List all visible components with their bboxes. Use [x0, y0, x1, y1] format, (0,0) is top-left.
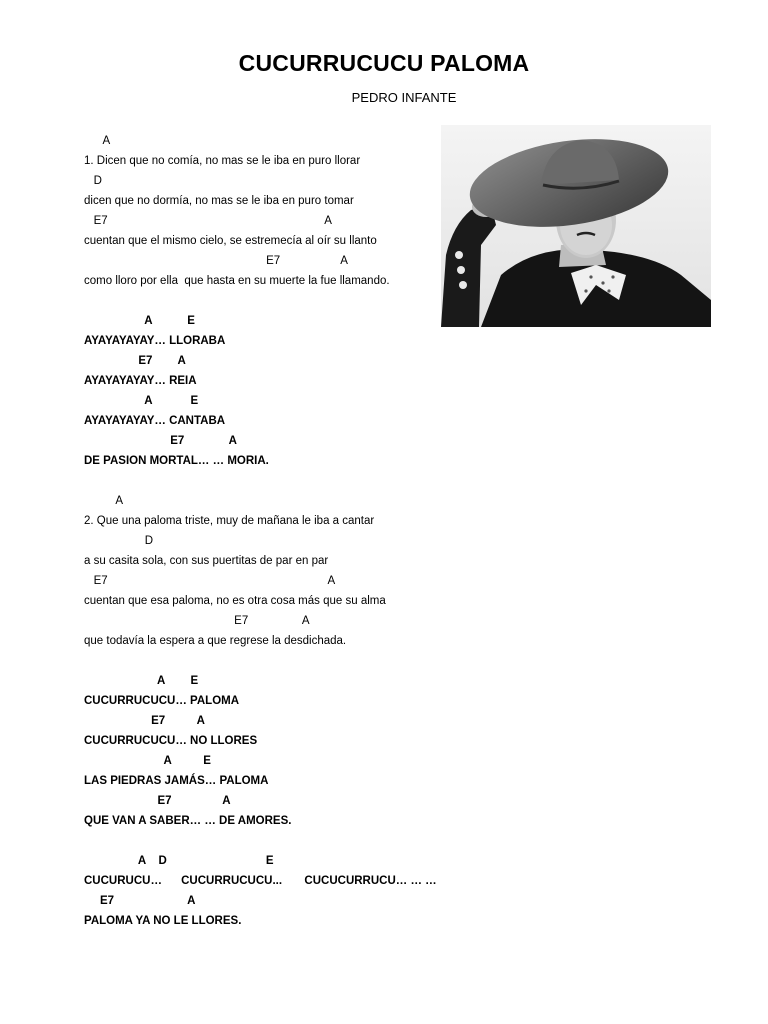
song-title: CUCURRUCUCU PALOMA — [238, 50, 530, 76]
lyric-line: QUE VAN A SABER… … DE AMORES. — [84, 815, 292, 827]
lyric-line: E7 A — [84, 615, 310, 627]
lyric-line: cuentan que el mismo cielo, se estremecía al oír su llanto — [84, 235, 377, 247]
lyric-line: E7 A — [84, 895, 196, 907]
lyric-line: A E — [84, 675, 199, 687]
lyric-line: D — [84, 535, 154, 547]
lyric-line: 2. Que una paloma triste, muy de mañana le iba a cantar — [84, 515, 375, 527]
lyric-line: E7 A — [84, 575, 336, 587]
lyric-line: A D E — [84, 855, 274, 867]
lyric-line: A E — [84, 315, 195, 327]
lyric-line: CUCURUCU… CUCURRUCUCU... CUCUCURRUCU… … … — [84, 875, 437, 887]
artist-name: PEDRO INFANTE — [351, 90, 457, 105]
lyric-line: D — [84, 175, 102, 187]
lyric-line: AYAYAYAYAY… CANTABA — [84, 415, 226, 427]
lyric-line: cuentan que esa paloma, no es otra cosa más que su alma — [84, 595, 386, 607]
lyric-line: a su casita sola, con sus puertitas de par en par — [84, 555, 329, 567]
lyric-line: CUCURRUCUCU… NO LLORES — [84, 735, 258, 747]
blank-line — [84, 471, 434, 491]
artist-photo — [441, 125, 711, 327]
lyric-line: E7 A — [84, 255, 348, 267]
lyric-line: dicen que no dormía, no mas se le iba en puro tomar — [84, 195, 354, 207]
lyric-line: PALOMA YA NO LE LLORES. — [84, 915, 242, 927]
lyrics-chord-sheet — [84, 131, 437, 931]
lyric-line: que todavía la espera a que regrese la desdichada. — [84, 635, 347, 647]
lyric-line: LAS PIEDRAS JAMÁS… PALOMA — [84, 775, 269, 787]
blank-line — [84, 291, 434, 311]
lyric-line: E7 A — [84, 435, 237, 447]
lyric-line: AYAYAYAYAY… LLORABA — [84, 335, 226, 347]
lyric-line: DE PASION MORTAL… … MORIA. — [84, 455, 269, 467]
blank-line — [84, 651, 434, 671]
blank-line — [84, 831, 434, 851]
lyric-line: A E — [84, 395, 199, 407]
singer-portrait-icon — [441, 125, 711, 327]
lyric-line: E7 A — [84, 355, 186, 367]
lyric-line: CUCURRUCUCU… PALOMA — [84, 695, 240, 707]
lyric-line: E7 A — [84, 215, 332, 227]
lyric-line: A — [84, 495, 123, 507]
lyric-line: E7 A — [84, 715, 205, 727]
lyric-line: AYAYAYAYAY… REIA — [84, 375, 197, 387]
lyric-line: como lloro por ella que hasta en su muerte la fue llamando. — [84, 275, 390, 287]
lyric-line: A — [84, 135, 111, 147]
lyric-line: 1. Dicen que no comía, no mas se le iba en puro llorar — [84, 155, 361, 167]
lyric-line: A E — [84, 755, 211, 767]
lyric-line: E7 A — [84, 795, 231, 807]
